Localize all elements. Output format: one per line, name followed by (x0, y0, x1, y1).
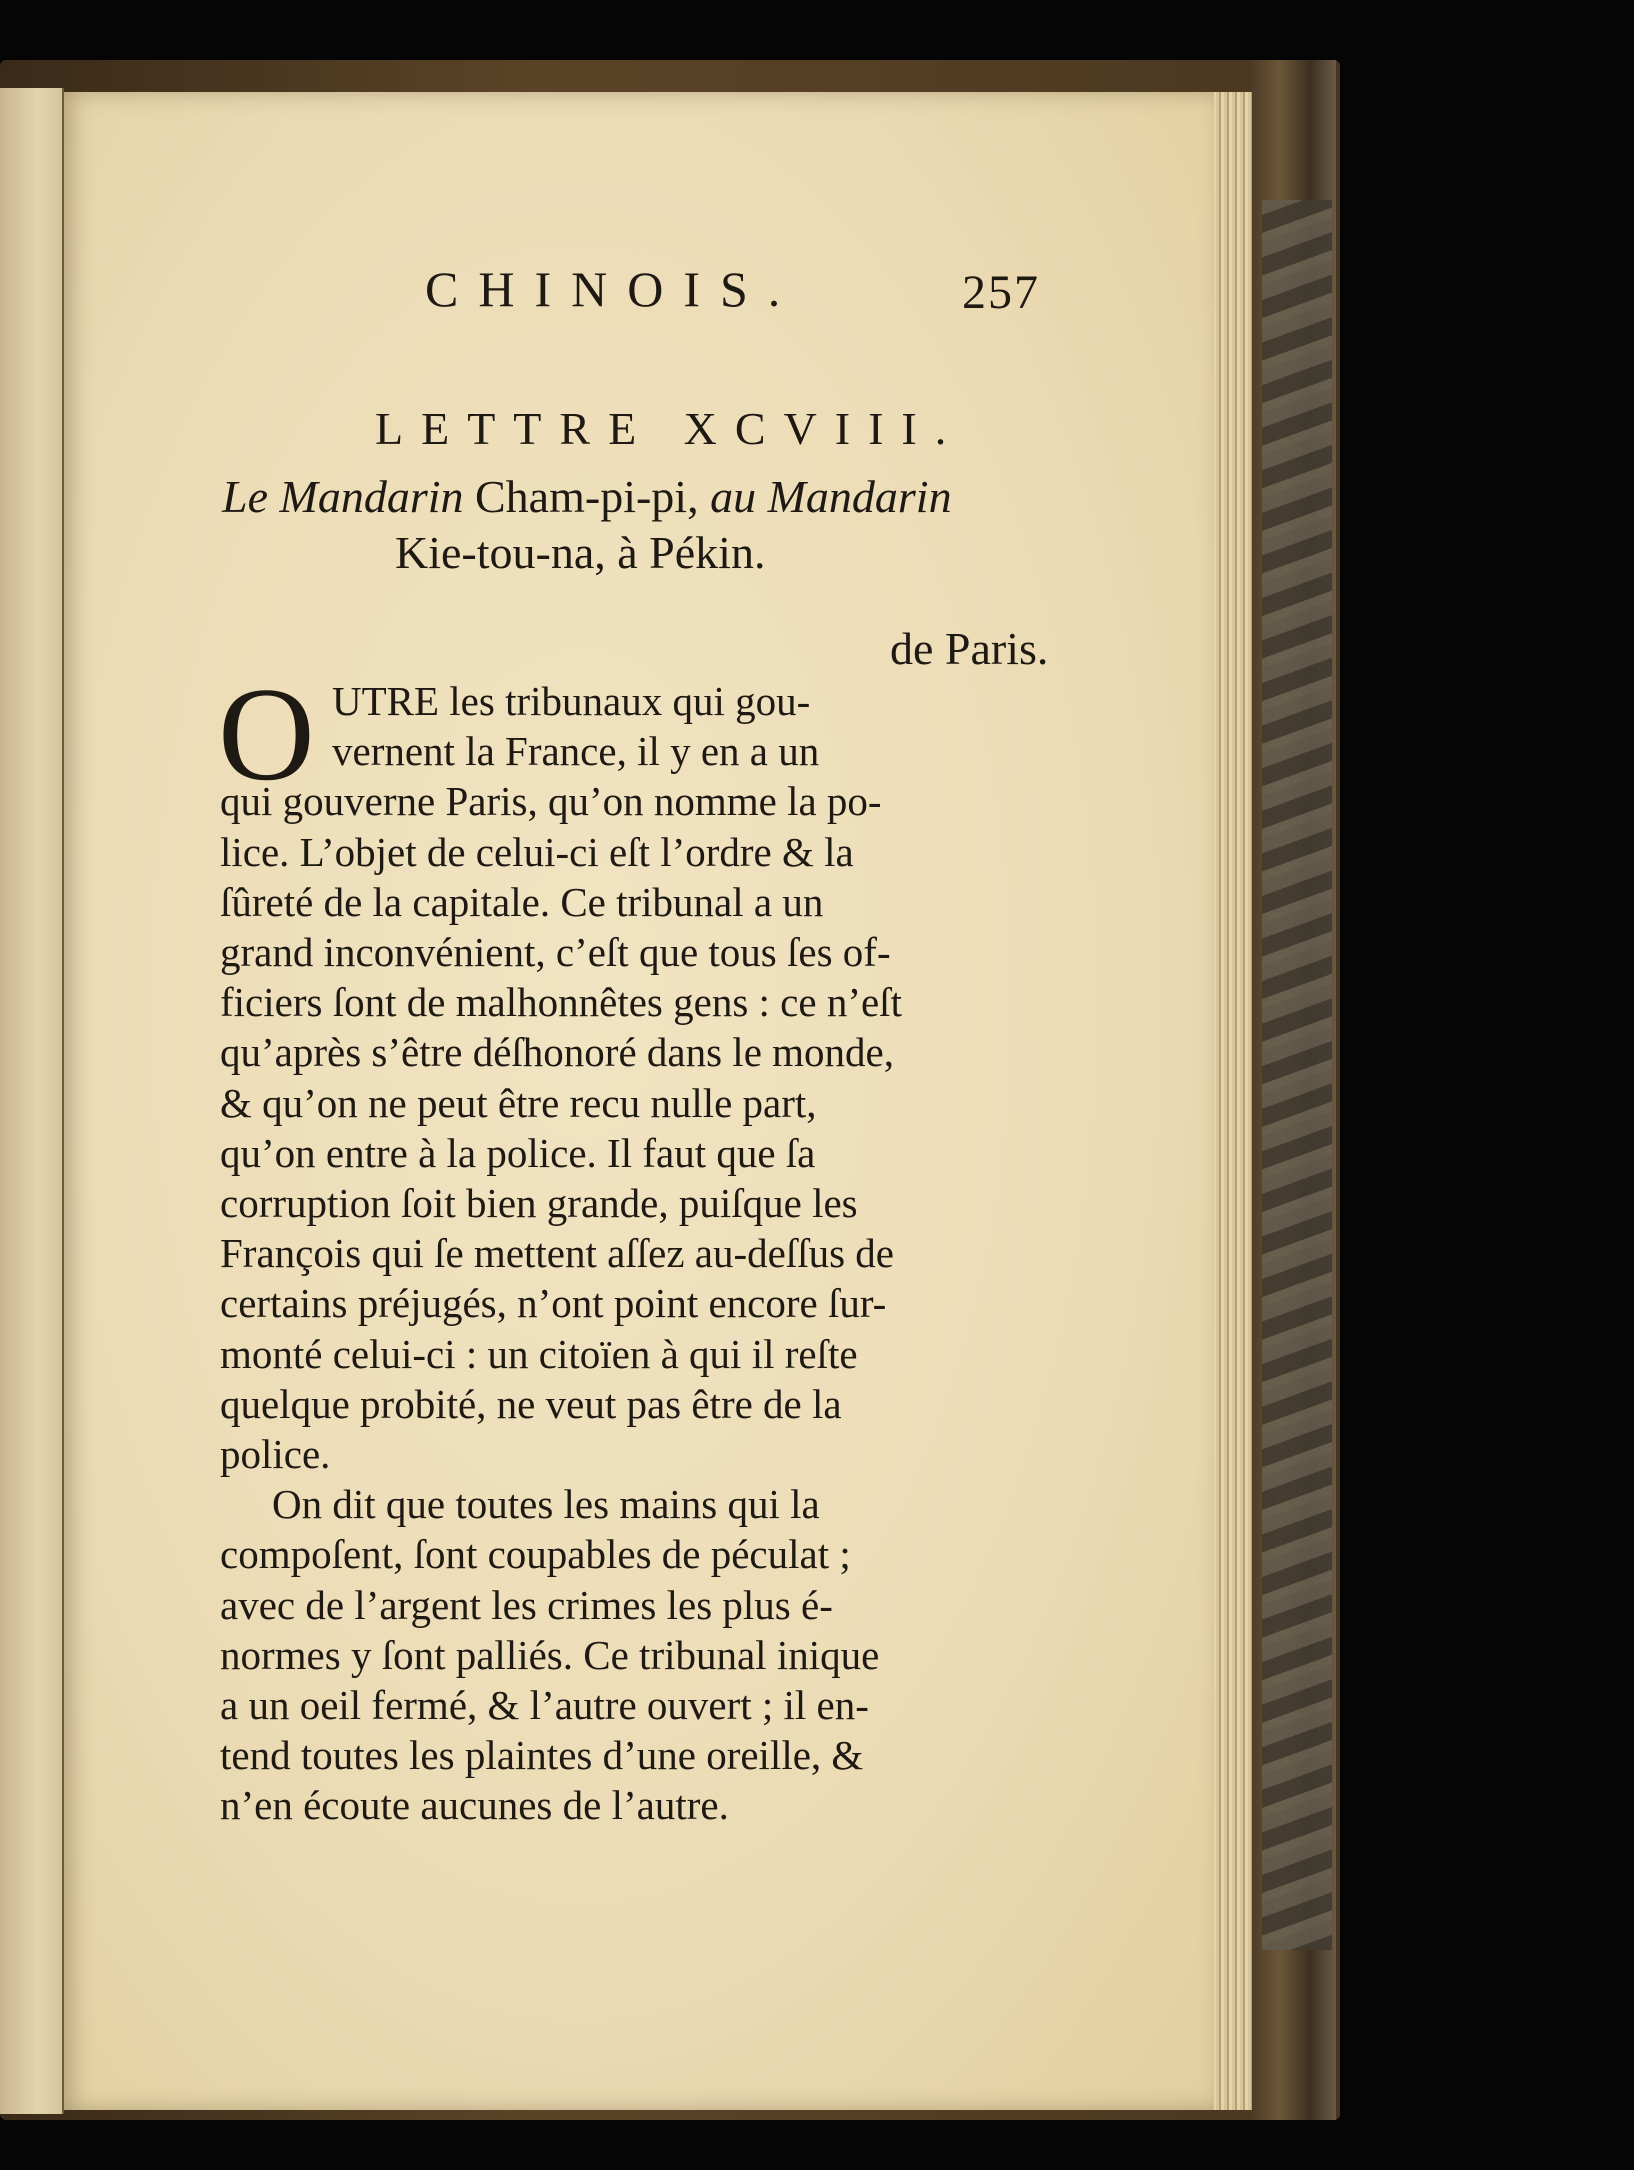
marbled-endpaper (1262, 200, 1332, 1950)
paragraph-2-line: On dit que toutes les mains qui la (272, 1481, 820, 1528)
salutation-line-2: Kie-tou-na, à Pékin. (395, 527, 766, 578)
paragraph-1-line: qui gouverne Paris, qu’on nomme la po- (220, 778, 882, 825)
salutation-line-1 (222, 470, 952, 523)
letter-title: LETTRE XCVIII. (375, 403, 965, 454)
salutation-sender-title: Le Mandarin (222, 471, 464, 522)
dateline: de Paris. (890, 623, 1049, 674)
drop-cap: O (218, 660, 315, 808)
paragraph-2-line: a un oeil fermé, & l’autre ouvert ; il en- (220, 1682, 869, 1728)
salutation-sender-name: Cham-pi-pi, (463, 471, 711, 522)
paragraph-1-line: & qu’on ne peut être recu nulle part, (220, 1079, 817, 1126)
paragraph-1-line: vernent la France, il y en a un (332, 728, 820, 775)
paragraph-1-line: monté celui-ci : un citoïen à qui il reſte (220, 1330, 858, 1377)
paragraph-2-line: normes y ſont palliés. Ce tribunal inique (220, 1631, 880, 1678)
paragraph-1-line: certains préjugés, n’ont point encore ſur- (220, 1280, 887, 1327)
paragraph-1-line: François qui ſe mettent aſſez au-deſſus de (220, 1230, 894, 1277)
paragraph-1-line: grand inconvénient, c’eſt que tous ſes of- (220, 929, 891, 975)
paragraph-1-line: corruption ſoit bien grande, puiſque les (220, 1180, 858, 1226)
paragraph-2-line: avec de l’argent les crimes les plus é- (220, 1581, 833, 1628)
previous-page-edge (0, 88, 64, 2114)
paragraph-2-line: compoſent, ſont coupables de péculat ; (220, 1531, 851, 1578)
paragraph-1-line: ſûreté de la capitale. Ce tribunal a un (220, 878, 824, 925)
paragraph-1-line: UTRE les tribunaux qui gou- (332, 678, 811, 724)
paragraph-1-line: ficiers ſont de malhonnêtes gens : ce n’eſt (220, 979, 902, 1026)
paragraph-1-line: qu’on entre à la police. Il faut que ſa (220, 1129, 816, 1176)
page-number: 257 (962, 266, 1040, 319)
salutation-recipient-title: au Mandarin (710, 471, 952, 522)
paragraph-2-line: n’en écoute aucunes de l’autre. (220, 1782, 729, 1829)
paragraph-2-line: tend toutes les plaintes d’une oreille, & (220, 1732, 864, 1779)
paragraph-1-line: police. (220, 1431, 331, 1477)
paragraph-1-line: quelque probité, ne veut pas être de la (220, 1380, 842, 1427)
running-head: CHINOIS. (425, 261, 801, 317)
paragraph-1-line: qu’après s’être déſhonoré dans le monde, (220, 1029, 894, 1076)
paragraph-1-line: lice. L’objet de celui-ci eſt l’ordre & la (220, 828, 854, 875)
